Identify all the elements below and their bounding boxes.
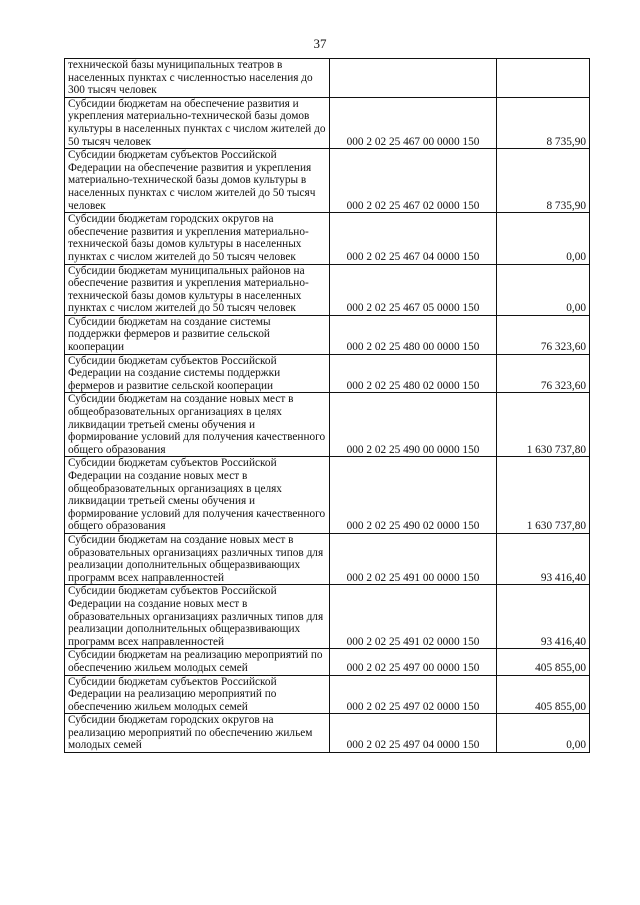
row-amount: 405 855,00 — [497, 675, 590, 714]
row-budget-code: 000 2 02 25 491 02 0000 150 — [330, 585, 497, 649]
row-budget-code: 000 2 02 25 467 05 0000 150 — [330, 264, 497, 315]
row-description: Субсидии бюджетам на обеспечение развития и укрепления материально-технической базы домов культуры в населенных пунктах с числом жителей до 50 тысяч человек — [65, 97, 330, 148]
budget-table — [64, 58, 590, 753]
row-budget-code: 000 2 02 25 497 02 0000 150 — [330, 675, 497, 714]
row-budget-code: 000 2 02 25 467 02 0000 150 — [330, 149, 497, 213]
row-description: Субсидии бюджетам субъектов Российской Федерации на обеспечение развития и укрепления материально-технической базы домов культуры в населенных пунктах с числом жителей до 50 тысяч человек — [65, 149, 330, 213]
row-amount: 0,00 — [497, 714, 590, 753]
row-budget-code: 000 2 02 25 480 00 0000 150 — [330, 315, 497, 354]
budget-table-body — [65, 59, 590, 753]
row-budget-code: 000 2 02 25 490 02 0000 150 — [330, 457, 497, 534]
row-budget-code: 000 2 02 25 480 02 0000 150 — [330, 354, 497, 393]
row-amount: 76 323,60 — [497, 315, 590, 354]
table-row — [65, 457, 590, 534]
table-row — [65, 714, 590, 753]
row-description: Субсидии бюджетам субъектов Российской Федерации на реализацию мероприятий по обеспечению жильем молодых семей — [65, 675, 330, 714]
table-row — [65, 264, 590, 315]
row-budget-code: 000 2 02 25 491 00 0000 150 — [330, 533, 497, 584]
table-row — [65, 97, 590, 148]
row-description: Субсидии бюджетам на создание новых мест в образовательных организациях различных типов для реализации дополнительных общеразвивающих программ всех направленностей — [65, 533, 330, 584]
table-row — [65, 585, 590, 649]
row-description: Субсидии бюджетам субъектов Российской Федерации на создание новых мест в общеобразовательных организациях в целях ликвидации третьей смены обучения и формирование условий для получения качественного общего образования — [65, 457, 330, 534]
table-row — [65, 149, 590, 213]
row-amount: 93 416,40 — [497, 585, 590, 649]
row-amount: 76 323,60 — [497, 354, 590, 393]
row-budget-code: 000 2 02 25 497 00 0000 150 — [330, 649, 497, 675]
table-row — [65, 393, 590, 457]
row-description: Субсидии бюджетам городских округов на обеспечение развития и укрепления материально-технической базы домов культуры в населенных пунктах с числом жителей до 50 тысяч человек — [65, 213, 330, 264]
row-description: Субсидии бюджетам муниципальных районов на обеспечение развития и укрепления материально-технической базы домов культуры в населенных пунктах с числом жителей до 50 тысяч человек — [65, 264, 330, 315]
row-description: технической базы муниципальных театров в населенных пунктах с численностью населения до 300 тысяч человек — [65, 59, 330, 98]
row-amount: 93 416,40 — [497, 533, 590, 584]
row-description: Субсидии бюджетам на реализацию мероприятий по обеспечению жильем молодых семей — [65, 649, 330, 675]
table-row — [65, 675, 590, 714]
row-budget-code: 000 2 02 25 467 04 0000 150 — [330, 213, 497, 264]
page-number: 37 — [313, 36, 327, 51]
table-row — [65, 354, 590, 393]
table-row — [65, 533, 590, 584]
table-row — [65, 649, 590, 675]
row-amount: 405 855,00 — [497, 649, 590, 675]
row-description: Субсидии бюджетам на создание системы поддержки фермеров и развитие сельской кооперации — [65, 315, 330, 354]
row-description: Субсидии бюджетам на создание новых мест в общеобразовательных организациях в целях ликвидации третьей смены обучения и формирование условий для получения качественного общего образования — [65, 393, 330, 457]
row-amount: 1 630 737,80 — [497, 393, 590, 457]
row-description: Субсидии бюджетам субъектов Российской Федерации на создание новых мест в образовательных организациях различных типов для реализации дополнительных общеразвивающих программ всех направленностей — [65, 585, 330, 649]
row-budget-code — [330, 59, 497, 98]
row-amount: 8 735,90 — [497, 97, 590, 148]
row-description: Субсидии бюджетам субъектов Российской Федерации на создание системы поддержки фермеров и развитие сельской кооперации — [65, 354, 330, 393]
row-budget-code: 000 2 02 25 467 00 0000 150 — [330, 97, 497, 148]
row-amount: 8 735,90 — [497, 149, 590, 213]
row-amount: 0,00 — [497, 264, 590, 315]
row-amount: 1 630 737,80 — [497, 457, 590, 534]
table-row — [65, 315, 590, 354]
row-budget-code: 000 2 02 25 490 00 0000 150 — [330, 393, 497, 457]
row-amount: 0,00 — [497, 213, 590, 264]
table-row — [65, 59, 590, 98]
table-row — [65, 213, 590, 264]
row-amount — [497, 59, 590, 98]
row-description: Субсидии бюджетам городских округов на реализацию мероприятий по обеспечению жильем молодых семей — [65, 714, 330, 753]
row-budget-code: 000 2 02 25 497 04 0000 150 — [330, 714, 497, 753]
